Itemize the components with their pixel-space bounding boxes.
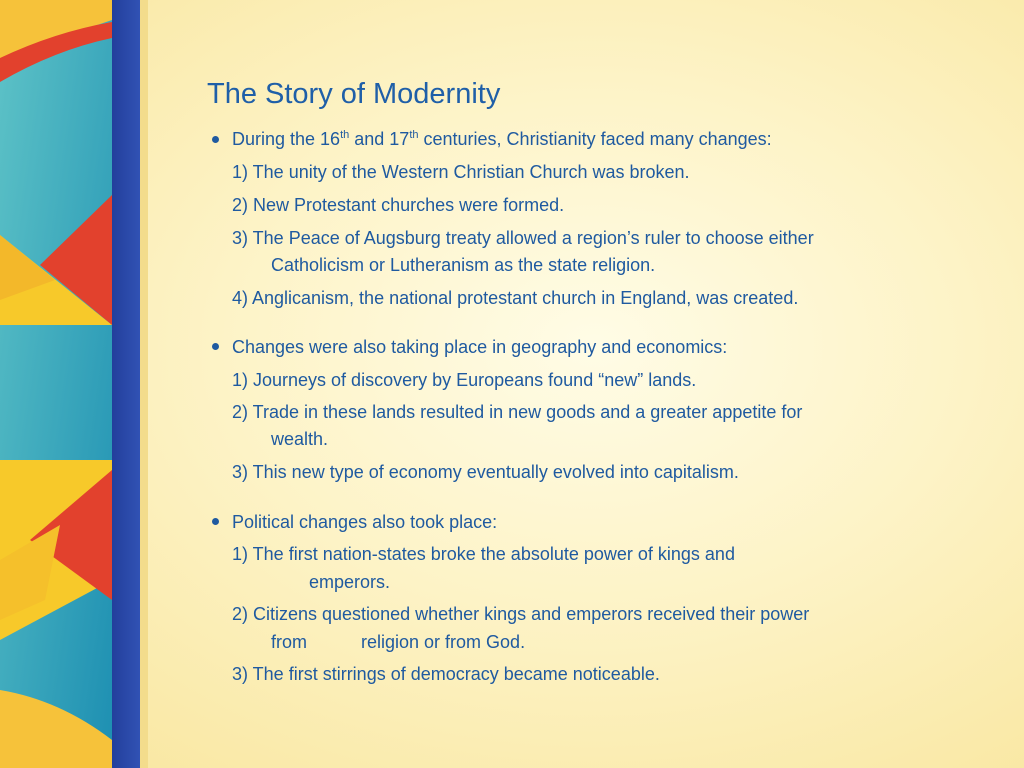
section-1-intro-text-a: During the 16 <box>232 129 341 149</box>
section-3-item-2: 2) Citizens questioned whether kings and emperors received their power <box>232 604 810 624</box>
section-3-item-1-continued: emperors. <box>309 572 391 592</box>
section-2-item-1: 1) Journeys of discovery by Europeans found “new” lands. <box>232 370 697 390</box>
section-1-item-3: 3) The Peace of Augsburg treaty allowed a region’s ruler to choose either <box>232 228 814 248</box>
section-1-intro-text-c: centuries, Christianity faced many changes: <box>418 129 772 149</box>
section-1-intro-text-b: and 17 <box>349 129 410 149</box>
section-3-item-3: 3) The first stirrings of democracy became noticeable. <box>232 664 660 684</box>
bullet-dot <box>212 343 219 350</box>
section-1-item-2: 2) New Protestant churches were formed. <box>232 195 565 215</box>
bullet-dot <box>212 136 219 143</box>
superscript-16th: th <box>340 129 350 141</box>
section-2-item-3: 3) This new type of economy eventually evolved into capitalism. <box>232 462 739 482</box>
section-3-item-2-continued-a: from <box>271 632 307 652</box>
section-1-item-3-continued: Catholicism or Lutheranism as the state religion. <box>271 255 656 275</box>
section-3-intro: Political changes also took place: <box>232 512 498 532</box>
section-3-item-1: 1) The first nation-states broke the absolute power of kings and <box>232 544 735 564</box>
section-2-item-2-continued: wealth. <box>271 429 329 449</box>
superscript-17th: th <box>409 129 419 141</box>
section-2-item-2: 2) Trade in these lands resulted in new goods and a greater appetite for <box>232 402 803 422</box>
slide-title: The Story of Modernity <box>207 78 501 110</box>
section-1-intro <box>232 128 772 150</box>
section-3-item-2-continued-b: religion or from God. <box>361 632 526 652</box>
section-2-intro: Changes were also taking place in geography and economics: <box>232 337 728 357</box>
bullet-dot <box>212 518 219 525</box>
section-1-item-1: 1) The unity of the Western Christian Church was broken. <box>232 162 690 182</box>
section-1-item-4: 4) Anglicanism, the national protestant church in England, was created. <box>232 288 799 308</box>
